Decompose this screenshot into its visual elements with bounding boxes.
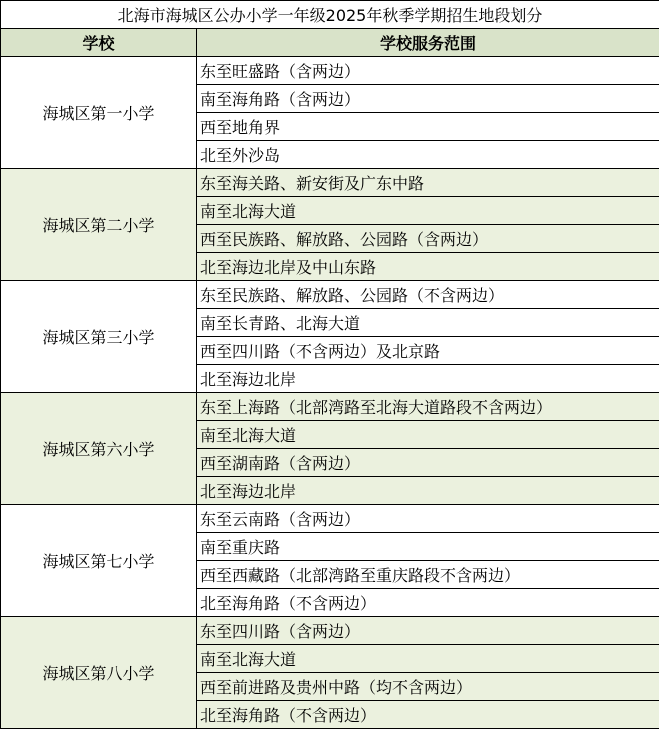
school-name: 海城区第七小学: [1, 505, 197, 617]
school-name: 海城区第三小学: [1, 281, 197, 393]
service-area: 南至重庆路: [197, 533, 659, 561]
service-area: 南至海角路（含两边）: [197, 85, 659, 113]
service-area: 西至四川路（不含两边）及北京路: [197, 337, 659, 365]
service-area: 北至海边北岸及中山东路: [197, 253, 659, 281]
service-area: 北至海边北岸: [197, 365, 659, 393]
service-area: 西至民族路、解放路、公园路（含两边）: [197, 225, 659, 253]
service-area: 西至湖南路（含两边）: [197, 449, 659, 477]
service-area: 东至民族路、解放路、公园路（不含两边）: [197, 281, 659, 309]
service-area: 东至旺盛路（含两边）: [197, 57, 659, 85]
table-title: 北海市海城区公办小学一年级2025年秋季学期招生地段划分: [1, 1, 659, 29]
service-area: 东至云南路（含两边）: [197, 505, 659, 533]
service-area: 南至北海大道: [197, 645, 659, 673]
table-row: [1, 505, 659, 533]
table-row: [1, 169, 659, 197]
table-row: [1, 393, 659, 421]
service-area: 南至北海大道: [197, 197, 659, 225]
table-row: [1, 57, 659, 85]
service-area: 北至外沙岛: [197, 141, 659, 169]
service-area: 北至海角路（不含两边）: [197, 701, 659, 729]
service-area: 西至西藏路（北部湾路至重庆路段不含两边）: [197, 561, 659, 589]
table-row: [1, 281, 659, 309]
service-area: 北至海角路（不含两边）: [197, 589, 659, 617]
service-area: 北至海边北岸: [197, 477, 659, 505]
table-row: [1, 617, 659, 645]
service-area: 东至上海路（北部湾路至北海大道路段不含两边）: [197, 393, 659, 421]
service-area: 东至海关路、新安街及广东中路: [197, 169, 659, 197]
service-area: 南至长青路、北海大道: [197, 309, 659, 337]
service-area: 西至地角界: [197, 113, 659, 141]
school-name: 海城区第八小学: [1, 617, 197, 729]
service-area: 南至北海大道: [197, 421, 659, 449]
service-area: 西至前进路及贵州中路（均不含两边）: [197, 673, 659, 701]
header-range: 学校服务范围: [197, 29, 659, 57]
school-name: 海城区第二小学: [1, 169, 197, 281]
school-name: 海城区第一小学: [1, 57, 197, 169]
school-name: 海城区第六小学: [1, 393, 197, 505]
service-area: 东至四川路（含两边）: [197, 617, 659, 645]
header-school: 学校: [1, 29, 197, 57]
